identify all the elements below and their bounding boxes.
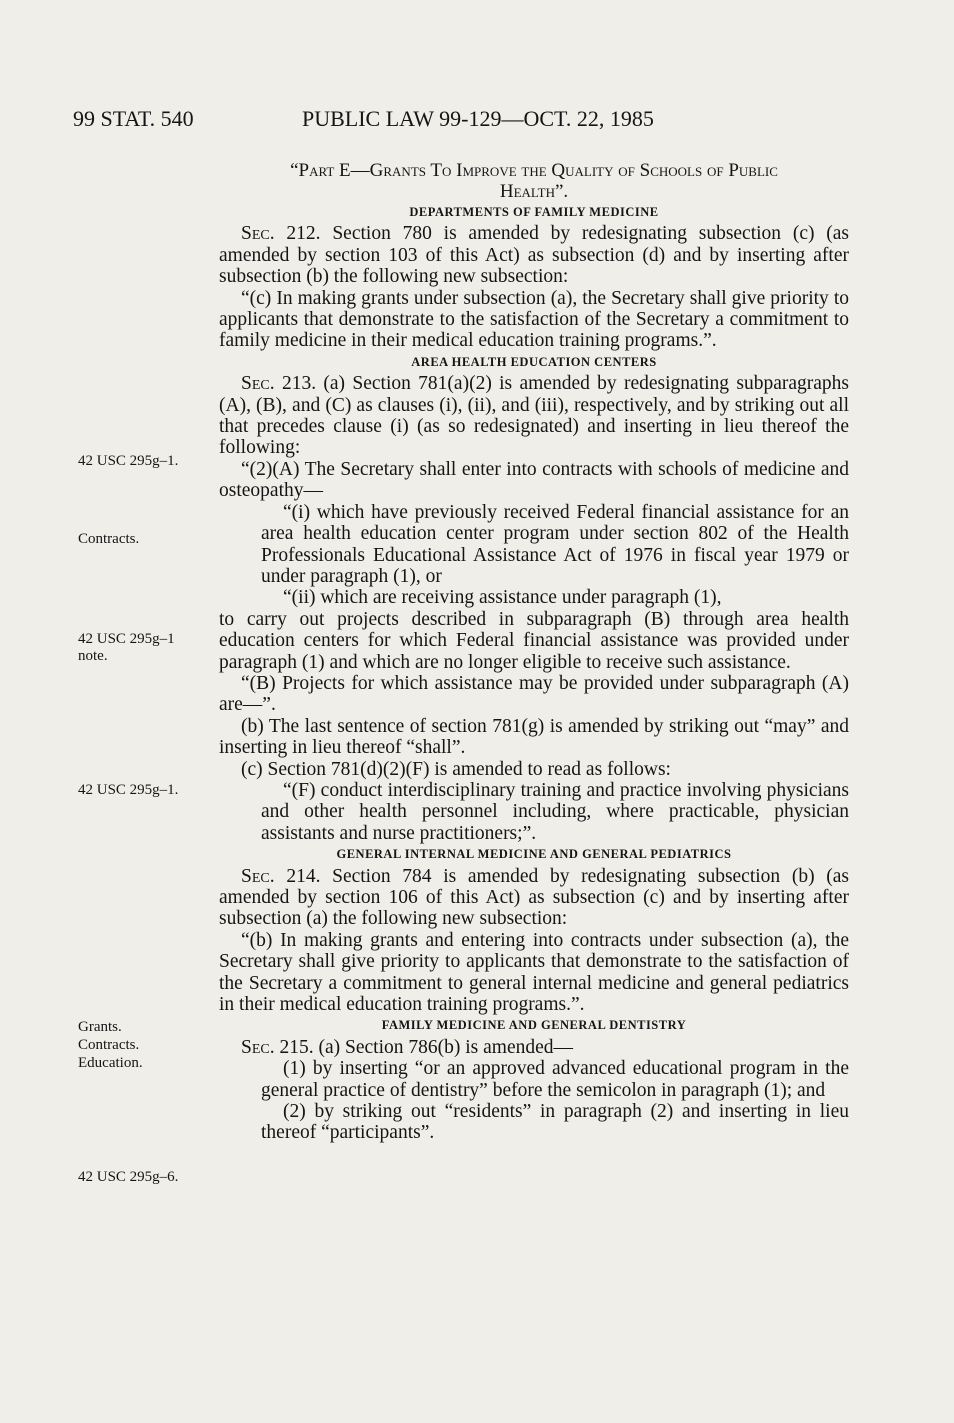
section-heading-internal-medicine: GENERAL INTERNAL MEDICINE AND GENERAL PEDIATRICS	[336, 847, 732, 862]
margin-note-usc-213: 42 USC 295g–1.	[78, 453, 179, 469]
margin-note-usc-note: 42 USC 295g–1	[78, 631, 175, 647]
sec215-text-1: 215. (a) Section 786(b) is amended—	[279, 1036, 574, 1058]
sec213-clause-i: “(i) which have previously received Federal financial assistance for an area health education center program under section 802 of the Health Professionals Educational Assistance Act of 1976 in fiscal year 1979 or under paragraph (1), or	[261, 501, 849, 587]
sec-label: Sec.	[241, 865, 275, 887]
sec214-paragraph-2: “(b) In making grants and entering into contracts under subsection (a), the Secretary shall give priority to applicants that demonstrate to the satisfaction of the Secretary a commitment to general internal medicine and general pediatrics in their medical education training programs.”.	[219, 929, 849, 1016]
sec213-paragraph-6: “(B) Projects for which assistance may be provided under subparagraph (A) are—”.	[219, 672, 849, 716]
part-title-line-1: “Part E—Grants To Improve the Quality of Schools of Public	[290, 160, 778, 181]
margin-note-contracts: Contracts.	[78, 531, 140, 547]
sec213-paragraph-5: to carry out projects described in subparagraph (B) through area health education centers for which Federal financial assistance was provided under paragraph (1) and which are no longer eligible to receive such assistance.	[219, 608, 849, 673]
sec215-paragraph-3: (2) by striking out “residents” in paragraph (2) and inserting in lieu thereof “participants”.	[261, 1101, 849, 1144]
sec212-paragraph-2: “(c) In making grants under subsection (a), the Secretary shall give priority to applicants that demonstrate to the satisfaction of the Secretary a commitment to family medicine in their medical education training programs.”.	[219, 287, 849, 352]
sec215-paragraph-1	[219, 1037, 849, 1058]
sec215-paragraph-2: (1) by inserting “or an approved advanced educational program in the general practice of dentistry” before the semicolon in paragraph (1); and	[261, 1058, 849, 1101]
sec214-paragraph-1	[219, 866, 849, 930]
sec-label: Sec.	[241, 373, 275, 395]
margin-note-grants: Grants.	[78, 1019, 122, 1035]
sec214-text-1: 214. Section 784 is amended by redesignating subsection (b) (as amended by section 106 of this Act) as subsection (c) and by inserting after subsection (a) the following new subsection:	[219, 865, 850, 930]
section-heading-family-medicine: DEPARTMENTS OF FAMILY MEDICINE	[409, 205, 659, 219]
sec213-paragraph-2: “(2)(A) The Secretary shall enter into contracts with schools of medicine and osteopathy—	[219, 458, 849, 502]
sec-label: Sec.	[241, 1036, 275, 1058]
sec212-paragraph-1	[219, 223, 849, 287]
margin-note-usc-781g: 42 USC 295g–1.	[78, 782, 179, 798]
part-title-line-2: Health”.	[499, 181, 569, 202]
sec213-paragraph-7: (b) The last sentence of section 781(g) is amended by striking out “may” and inserting in lieu thereof “shall”.	[219, 715, 849, 759]
sec213-text-1: 213. (a) Section 781(a)(2) is amended by redesignating subparagraphs (A), (B), and (C) as clauses (i), (ii), and (iii), respectively, and by striking out all that precedes clause (i) (as so redesignated) and inserting in lieu thereof the following:	[219, 373, 849, 459]
margin-note-education: Education.	[78, 1055, 143, 1071]
part-title	[219, 160, 849, 202]
margin-note-note: note.	[78, 648, 108, 664]
margin-note-contracts-2: Contracts.	[78, 1037, 140, 1053]
sec-label: Sec.	[241, 223, 275, 245]
sec213-paragraph-8: (c) Section 781(d)(2)(F) is amended to read as follows:	[241, 758, 671, 780]
sec213-clause-ii: “(ii) which are receiving assistance under paragraph (1),	[283, 587, 722, 609]
sec213-paragraph-9: “(F) conduct interdisciplinary training and practice involving physicians and other health personnel including, where practicable, physician assistants and nurse practitioners;”.	[261, 779, 849, 844]
statute-page-number: 99 STAT. 540	[73, 106, 194, 131]
section-heading-dentistry: FAMILY MEDICINE AND GENERAL DENTISTRY	[381, 1018, 687, 1033]
section-heading-area-health: AREA HEALTH EDUCATION CENTERS	[411, 354, 657, 369]
margin-note-usc-215: 42 USC 295g–6.	[78, 1169, 179, 1185]
sec213-paragraph-1	[219, 373, 849, 459]
sec212-text-1: 212. Section 780 is amended by redesignating subsection (c) (as amended by section 103 of this Act) as subsection (d) and by inserting after subsection (b) the following new subsection:	[219, 223, 850, 288]
main-text	[219, 160, 849, 1144]
public-law-header: PUBLIC LAW 99-129—OCT. 22, 1985	[302, 106, 654, 131]
